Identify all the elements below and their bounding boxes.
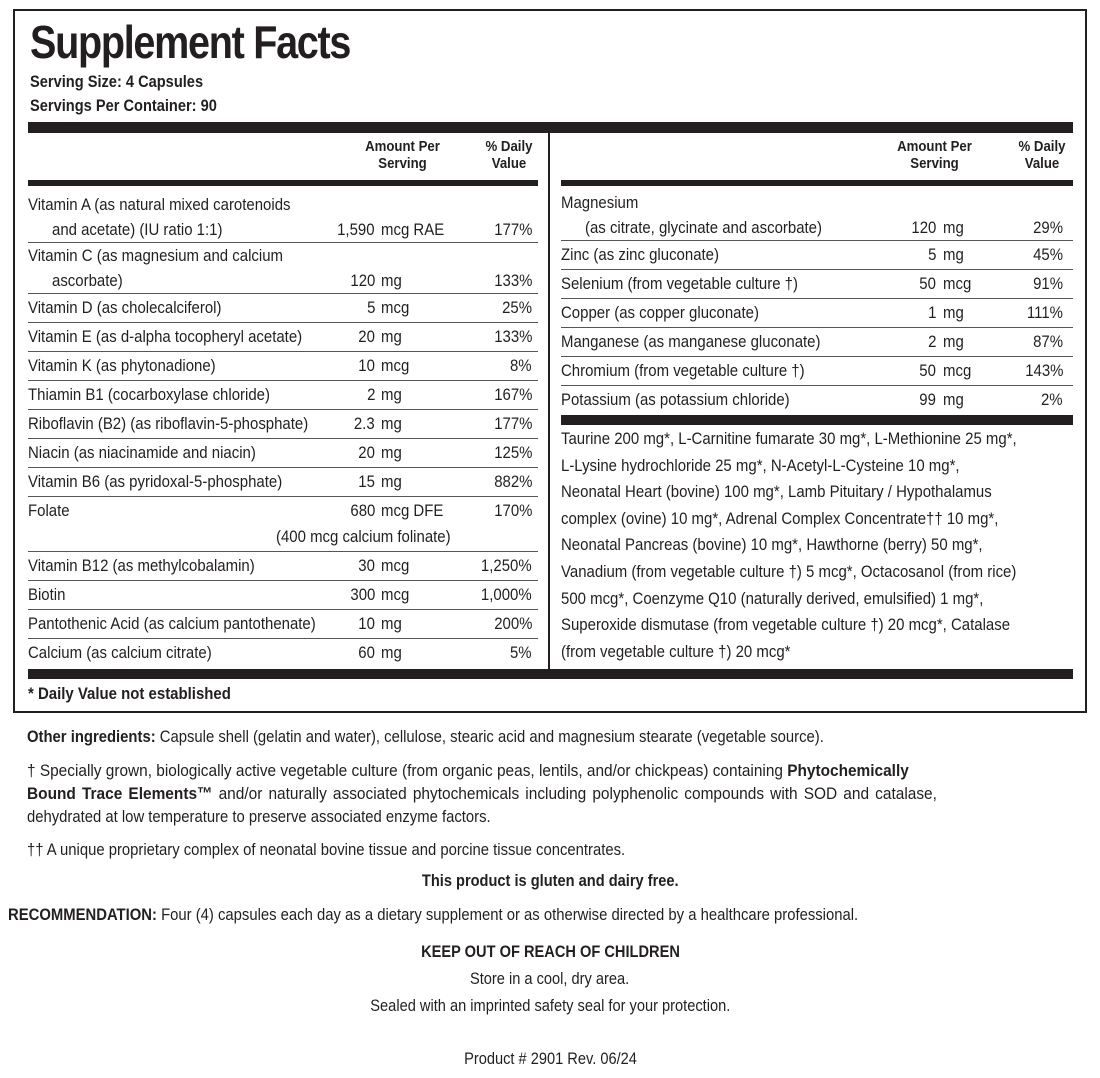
safety-seal-note: Sealed with an imprinted safety seal for your protection.: [369, 996, 730, 1015]
nutrient-row: Vitamin D (as cholecalciferol) 5 mcg 25%: [28, 294, 538, 323]
nutrient-row: Biotin 300 mcg 1,000%: [28, 581, 538, 610]
nutrient-row: Potassium (as potassium chloride) 99 mg 2%: [561, 390, 1063, 409]
nutrient-row: Copper (as copper gluconate) 1 mg 111%: [561, 299, 1073, 328]
nutrient-row: Thiamin B1 (cocarboxylase chloride) 2 mg 167%: [28, 381, 538, 410]
panel-title: Supplement Facts: [30, 16, 351, 68]
top-divider-bar: [28, 122, 1073, 133]
nutrient-row: Vitamin K (as phytonadione) 10 mcg 8%: [28, 352, 538, 381]
other-ingredients: Other ingredients: Capsule shell (gelatin and water), cellulose, stearic acid and magnesium stearate (vegetable source).: [27, 727, 824, 746]
nutrient-row: Vitamin C (as magnesium and calcium ascorbate) 120 mg 133%: [28, 243, 538, 294]
left-amount-header: Amount Per Serving: [365, 138, 440, 172]
nutrient-row: Chromium (from vegetable culture †) 50 mcg 143%: [561, 357, 1073, 386]
nutrient-row: Manganese (as manganese gluconate) 2 mg 87%: [561, 328, 1073, 357]
blend-divider-bar: [561, 415, 1073, 425]
nutrient-row: Vitamin B12 (as methylcobalamin) 30 mcg 1,250%: [28, 552, 538, 581]
folate-subnote: (400 mcg calcium folinate): [276, 527, 451, 546]
double-dagger-note: †† A unique proprietary complex of neonatal bovine tissue and porcine tissue concentrates.: [27, 840, 626, 859]
storage-instruction: Store in a cool, dry area.: [470, 969, 630, 988]
keep-out-warning: KEEP OUT OF REACH OF CHILDREN: [420, 942, 680, 961]
other-ingredients-blend: Taurine 200 mg*, L-Carnitine fumarate 30 mg*, L-Methionine 25 mg*, L-Lysine hydrochloride 25 mg*, N-Acetyl-L-Cysteine 10 mg*, Neonatal Heart (bovine) 100 mg*, Lamb Pituitary / Hypothalamus complex (ovine) 10 mg*, Adrenal Complex Concentrate†† 10 mg*, Neonatal Pancreas (bovine) 10 mg*, Hawthorne (berry) 50 mg*, Vanadium (from vegetable culture †) 5 mcg*, Octacosanol (from rice) 500 mcg*, Coenzyme Q10 (naturally derived, emulsified) 1 mg*, Superoxide dismutase (from vegetable culture †) 20 mcg*, Catalase (from vegetable culture †) 20 mcg*: [561, 429, 1017, 661]
nutrient-row: Magnesium (as citrate, glycinate and ascorbate) 120 mg 29%: [561, 190, 1073, 241]
nutrient-row: Pantothenic Acid (as calcium pantothenate) 10 mg 200%: [28, 610, 538, 639]
nutrient-row: Selenium (from vegetable culture †) 50 mcg 91%: [561, 270, 1073, 299]
daily-value-footnote: * Daily Value not established: [28, 684, 231, 703]
bottom-divider-bar: [28, 669, 1073, 679]
nutrient-row: Vitamin A (as natural mixed carotenoids and acetate) (IU ratio 1:1) 1,590 mcg RAE 177%: [28, 192, 538, 243]
left-dv-header: % Daily Value: [485, 138, 533, 172]
allergen-statement: This product is gluten and dairy free.: [421, 871, 679, 890]
nutrient-row: Niacin (as niacinamide and niacin) 20 mg 125%: [28, 439, 538, 468]
serving-size: Serving Size: 4 Capsules: [30, 72, 204, 91]
nutrient-row: Zinc (as zinc gluconate) 5 mg 45%: [561, 241, 1073, 270]
right-amount-header: Amount Per Serving: [897, 138, 972, 172]
nutrient-row: Vitamin B6 (as pyridoxal-5-phosphate) 15 mg 882%: [28, 468, 538, 497]
nutrient-row: Calcium (as calcium citrate) 60 mg 5%: [28, 643, 532, 662]
dagger-note-line3: dehydrated at low temperature to preserve associated enzyme factors.: [27, 807, 491, 826]
recommendation: RECOMMENDATION: Four (4) capsules each day as a dietary supplement or as otherwise directed by a healthcare professional.: [8, 905, 859, 924]
dagger-note-line1: † Specially grown, biologically active vegetable culture (from organic peas, lentils, and/or chickpeas) containing Phytochemically: [27, 761, 909, 780]
left-header-bar: [28, 180, 538, 186]
dagger-note-line2: Bound Trace Elements™ and/or naturally associated phytochemicals including polyphenolic compounds with SOD and catalase,: [27, 784, 937, 803]
right-header-bar: [561, 180, 1073, 186]
nutrient-row: Riboflavin (B2) (as riboflavin-5-phosphate) 2.3 mg 177%: [28, 410, 538, 439]
servings-per-container: Servings Per Container: 90: [30, 96, 217, 115]
column-divider: [548, 133, 550, 670]
nutrient-row-folate: Folate 680 mcg DFE 170% (400 mcg calcium folinate): [28, 497, 538, 552]
right-dv-header: % Daily Value: [1018, 138, 1066, 172]
product-code: Product # 2901 Rev. 06/24: [463, 1049, 637, 1068]
nutrient-row: Vitamin E (as d-alpha tocopheryl acetate) 20 mg 133%: [28, 323, 538, 352]
